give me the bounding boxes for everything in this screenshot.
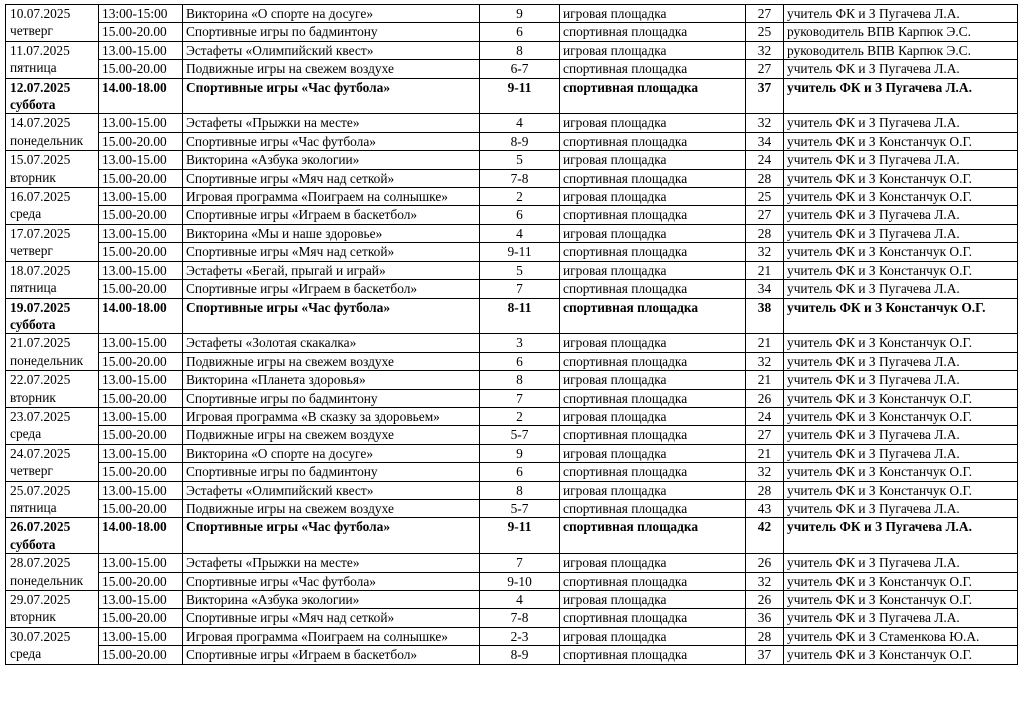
date-cell: [6, 224, 99, 261]
event-cell: Викторина «О спорте на досуге»: [183, 5, 480, 23]
table-row: [6, 389, 1018, 407]
place-cell: спортивная площадка: [560, 499, 746, 517]
count-cell: 21: [746, 371, 784, 389]
table-row: [6, 243, 1018, 261]
weekday-text: вторник: [10, 609, 56, 625]
grade-cell: 7: [480, 389, 560, 407]
event-cell: Спортивные игры «Мяч над сеткой»: [183, 243, 480, 261]
grade-cell: 8-11: [480, 298, 560, 334]
date-text: 22.07.2025: [10, 372, 71, 388]
time-cell: 15.00-20.00: [99, 132, 183, 150]
place-cell: игровая площадка: [560, 627, 746, 645]
table-row: [6, 261, 1018, 279]
grade-cell: 7: [480, 280, 560, 298]
time-cell: 15.00-20.00: [99, 426, 183, 444]
date-text: 29.07.2025: [10, 592, 71, 607]
responsible-cell: учитель ФК и З Пугачева Л.А.: [784, 518, 1018, 554]
event-cell: Подвижные игры на свежем воздухе: [183, 499, 480, 517]
count-cell: 21: [746, 261, 784, 279]
responsible-cell: учитель ФК и З Пугачева Л.А.: [784, 60, 1018, 78]
responsible-cell: учитель ФК и З Констанчук О.Г.: [784, 334, 1018, 352]
responsible-cell: учитель ФК и З Констанчук О.Г.: [784, 646, 1018, 664]
time-cell: 13.00-15.00: [99, 444, 183, 462]
event-cell: Подвижные игры на свежем воздухе: [183, 352, 480, 370]
date-cell: [6, 554, 99, 591]
count-cell: 27: [746, 60, 784, 78]
place-cell: игровая площадка: [560, 407, 746, 425]
date-cell: [6, 188, 99, 225]
time-cell: 15.00-20.00: [99, 280, 183, 298]
date-cell: [6, 114, 99, 151]
table-row: [6, 426, 1018, 444]
event-cell: Эстафеты «Золотая скакалка»: [183, 334, 480, 352]
responsible-cell: учитель ФК и З Пугачева Л.А.: [784, 444, 1018, 462]
table-row: [6, 407, 1018, 425]
grade-cell: 8: [480, 41, 560, 59]
place-cell: спортивная площадка: [560, 572, 746, 590]
event-cell: Спортивные игры по бадминтону: [183, 23, 480, 41]
time-cell: 15.00-20.00: [99, 499, 183, 517]
date-cell: [6, 298, 99, 334]
weekday-text: пятница: [10, 280, 57, 296]
count-cell: 24: [746, 151, 784, 169]
responsible-cell: учитель ФК и З Пугачева Л.А.: [784, 609, 1018, 627]
count-cell: 32: [746, 243, 784, 261]
event-cell: Эстафеты «Олимпийский квест»: [183, 481, 480, 499]
grade-cell: 5-7: [480, 499, 560, 517]
count-cell: 36: [746, 609, 784, 627]
date-cell: [6, 518, 99, 554]
place-cell: спортивная площадка: [560, 646, 746, 664]
responsible-cell: учитель ФК и З Пугачева Л.А.: [784, 371, 1018, 389]
grade-cell: 2: [480, 188, 560, 206]
time-cell: 15.00-20.00: [99, 572, 183, 590]
table-row: [6, 280, 1018, 298]
table-row: [6, 518, 1018, 554]
grade-cell: 9-11: [480, 78, 560, 114]
grade-cell: 7: [480, 554, 560, 572]
grade-cell: 4: [480, 114, 560, 132]
schedule-table: [5, 4, 1018, 665]
place-cell: спортивная площадка: [560, 280, 746, 298]
event-cell: Эстафеты «Бегай, прыгай и играй»: [183, 261, 480, 279]
responsible-cell: учитель ФК и З Пугачева Л.А.: [784, 78, 1018, 114]
date-text: 15.07.2025: [10, 152, 71, 168]
table-row: [6, 78, 1018, 114]
time-cell: 15.00-20.00: [99, 243, 183, 261]
time-cell: 15.00-20.00: [99, 23, 183, 41]
responsible-cell: учитель ФК и З Констанчук О.Г.: [784, 389, 1018, 407]
event-cell: Игровая программа «В сказку за здоровьем»: [183, 407, 480, 425]
table-row: [6, 591, 1018, 609]
time-cell: 13.00-15.00: [99, 334, 183, 352]
time-cell: 13.00-15.00: [99, 407, 183, 425]
event-cell: Викторина «Азбука экологии»: [183, 591, 480, 609]
weekday-text: понедельник: [10, 572, 84, 588]
event-cell: Викторина «Планета здоровья»: [183, 371, 480, 389]
table-row: [6, 132, 1018, 150]
count-cell: 26: [746, 554, 784, 572]
responsible-cell: учитель ФК и З Констанчук О.Г.: [784, 298, 1018, 334]
count-cell: 38: [746, 298, 784, 334]
date-cell: [6, 151, 99, 188]
event-cell: Эстафеты «Олимпийский квест»: [183, 41, 480, 59]
grade-cell: 4: [480, 224, 560, 242]
place-cell: игровая площадка: [560, 444, 746, 462]
time-cell: 15.00-20.00: [99, 60, 183, 78]
date-text: 24.07.2025: [10, 445, 71, 461]
date-text: 25.07.2025: [10, 482, 71, 498]
grade-cell: 9-10: [480, 572, 560, 590]
place-cell: игровая площадка: [560, 371, 746, 389]
count-cell: 42: [746, 518, 784, 554]
time-cell: 13.00-15.00: [99, 481, 183, 499]
place-cell: спортивная площадка: [560, 426, 746, 444]
event-cell: Спортивные игры по бадминтону: [183, 463, 480, 481]
grade-cell: 2: [480, 407, 560, 425]
time-cell: 13.00-15.00: [99, 371, 183, 389]
event-cell: Спортивные игры «Час футбола»: [183, 132, 480, 150]
date-cell: [6, 444, 99, 481]
count-cell: 32: [746, 463, 784, 481]
grade-cell: 9: [480, 5, 560, 23]
count-cell: 27: [746, 206, 784, 224]
grade-cell: 4: [480, 591, 560, 609]
time-cell: 15.00-20.00: [99, 389, 183, 407]
table-row: [6, 114, 1018, 132]
count-cell: 28: [746, 481, 784, 499]
event-cell: Игровая программа «Поиграем на солнышке»: [183, 627, 480, 645]
grade-cell: 8-9: [480, 646, 560, 664]
table-row: [6, 206, 1018, 224]
count-cell: 28: [746, 224, 784, 242]
table-row: [6, 609, 1018, 627]
table-row: [6, 334, 1018, 352]
responsible-cell: учитель ФК и З Констанчук О.Г.: [784, 407, 1018, 425]
count-cell: 27: [746, 426, 784, 444]
table-row: [6, 169, 1018, 187]
count-cell: 32: [746, 41, 784, 59]
date-text: 30.07.2025: [10, 628, 71, 644]
count-cell: 27: [746, 5, 784, 23]
event-cell: Спортивные игры «Час футбола»: [183, 518, 480, 554]
count-cell: 28: [746, 627, 784, 645]
date-cell: [6, 334, 99, 371]
place-cell: игровая площадка: [560, 481, 746, 499]
time-cell: 13.00-15.00: [99, 188, 183, 206]
time-cell: 15.00-20.00: [99, 206, 183, 224]
date-cell: [6, 627, 99, 664]
grade-cell: 3: [480, 334, 560, 352]
place-cell: спортивная площадка: [560, 206, 746, 224]
table-row: [6, 352, 1018, 370]
place-cell: спортивная площадка: [560, 463, 746, 481]
event-cell: Викторина «О спорте на досуге»: [183, 444, 480, 462]
weekday-text: четверг: [10, 23, 53, 39]
responsible-cell: учитель ФК и З Констанчук О.Г.: [784, 591, 1018, 609]
grade-cell: 5: [480, 151, 560, 169]
count-cell: 21: [746, 334, 784, 352]
grade-cell: 9-11: [480, 518, 560, 554]
count-cell: 37: [746, 78, 784, 114]
table-row: [6, 499, 1018, 517]
responsible-cell: руководитель ВПВ Карпюк Э.С.: [784, 41, 1018, 59]
grade-cell: 2-3: [480, 627, 560, 645]
grade-cell: 7-8: [480, 169, 560, 187]
place-cell: игровая площадка: [560, 114, 746, 132]
event-cell: Спортивные игры «Час футбола»: [183, 572, 480, 590]
time-cell: 13.00-15.00: [99, 224, 183, 242]
time-cell: 14.00-18.00: [99, 298, 183, 334]
responsible-cell: руководитель ВПВ Карпюк Э.С.: [784, 23, 1018, 41]
event-cell: Спортивные игры «Играем в баскетбол»: [183, 206, 480, 224]
grade-cell: 9: [480, 444, 560, 462]
table-row: [6, 5, 1018, 23]
date-text: 14.07.2025: [10, 115, 71, 131]
time-cell: 13.00-15.00: [99, 627, 183, 645]
date-text: 11.07.2025: [10, 42, 70, 58]
event-cell: Подвижные игры на свежем воздухе: [183, 426, 480, 444]
responsible-cell: учитель ФК и З Пугачева Л.А.: [784, 352, 1018, 370]
place-cell: игровая площадка: [560, 261, 746, 279]
responsible-cell: учитель ФК и З Констанчук О.Г.: [784, 243, 1018, 261]
date-cell: [6, 407, 99, 444]
date-text: 21.07.2025: [10, 335, 71, 351]
event-cell: Игровая программа «Поиграем на солнышке»: [183, 188, 480, 206]
grade-cell: 6: [480, 23, 560, 41]
table-row: [6, 463, 1018, 481]
table-row: [6, 481, 1018, 499]
grade-cell: 5: [480, 261, 560, 279]
place-cell: игровая площадка: [560, 591, 746, 609]
place-cell: спортивная площадка: [560, 609, 746, 627]
table-row: [6, 224, 1018, 242]
weekday-text: понедельник: [10, 132, 84, 148]
place-cell: игровая площадка: [560, 41, 746, 59]
schedule-body: [6, 5, 1018, 665]
place-cell: спортивная площадка: [560, 78, 746, 114]
place-cell: игровая площадка: [560, 554, 746, 572]
date-text: 28.07.2025: [10, 555, 71, 571]
grade-cell: 9-11: [480, 243, 560, 261]
count-cell: 26: [746, 389, 784, 407]
responsible-cell: учитель ФК и З Пугачева Л.А.: [784, 151, 1018, 169]
date-text: 18.07.2025: [10, 262, 71, 278]
grade-cell: 8: [480, 481, 560, 499]
weekday-text: вторник: [10, 169, 56, 185]
place-cell: спортивная площадка: [560, 298, 746, 334]
count-cell: 34: [746, 280, 784, 298]
weekday-text: пятница: [10, 60, 57, 76]
responsible-cell: учитель ФК и З Пугачева Л.А.: [784, 206, 1018, 224]
weekday-text: среда: [10, 206, 42, 222]
responsible-cell: учитель ФК и З Констанчук О.Г.: [784, 132, 1018, 150]
date-text: 17.07.2025: [10, 225, 71, 241]
grade-cell: 6-7: [480, 60, 560, 78]
weekday-text: суббота: [10, 316, 56, 332]
table-row: [6, 371, 1018, 389]
date-cell: [6, 481, 99, 518]
responsible-cell: учитель ФК и З Пугачева Л.А.: [784, 426, 1018, 444]
grade-cell: 6: [480, 463, 560, 481]
place-cell: спортивная площадка: [560, 169, 746, 187]
table-row: [6, 188, 1018, 206]
time-cell: 13.00-15.00: [99, 591, 183, 609]
time-cell: 13.00-15.00: [99, 41, 183, 59]
table-row: [6, 23, 1018, 41]
count-cell: 32: [746, 572, 784, 590]
event-cell: Викторина «Мы и наше здоровье»: [183, 224, 480, 242]
event-cell: Подвижные игры на свежем воздухе: [183, 60, 480, 78]
place-cell: игровая площадка: [560, 5, 746, 23]
time-cell: 13:00-15:00: [99, 5, 183, 23]
count-cell: 21: [746, 444, 784, 462]
place-cell: игровая площадка: [560, 334, 746, 352]
date-text: 16.07.2025: [10, 189, 71, 205]
responsible-cell: учитель ФК и З Пугачева Л.А.: [784, 224, 1018, 242]
time-cell: 13.00-15.00: [99, 554, 183, 572]
grade-cell: 7-8: [480, 609, 560, 627]
table-row: [6, 60, 1018, 78]
weekday-text: вторник: [10, 389, 56, 405]
responsible-cell: учитель ФК и З Пугачева Л.А.: [784, 114, 1018, 132]
date-text: 19.07.2025: [10, 299, 71, 315]
responsible-cell: учитель ФК и З Пугачева Л.А.: [784, 280, 1018, 298]
time-cell: 15.00-20.00: [99, 609, 183, 627]
event-cell: Спортивные игры «Играем в баскетбол»: [183, 646, 480, 664]
weekday-text: среда: [10, 646, 42, 662]
time-cell: 13.00-15.00: [99, 114, 183, 132]
count-cell: 28: [746, 169, 784, 187]
date-cell: [6, 261, 99, 298]
time-cell: 14.00-18.00: [99, 78, 183, 114]
date-text: 26.07.2025: [10, 519, 71, 535]
responsible-cell: учитель ФК и З Пугачева Л.А.: [784, 5, 1018, 23]
count-cell: 32: [746, 352, 784, 370]
place-cell: игровая площадка: [560, 188, 746, 206]
event-cell: Викторина «Азбука экологии»: [183, 151, 480, 169]
grade-cell: 6: [480, 206, 560, 224]
weekday-text: пятница: [10, 499, 57, 515]
event-cell: Спортивные игры «Мяч над сеткой»: [183, 609, 480, 627]
responsible-cell: учитель ФК и З Констанчук О.Г.: [784, 169, 1018, 187]
table-row: [6, 298, 1018, 334]
event-cell: Спортивные игры по бадминтону: [183, 389, 480, 407]
date-text: 23.07.2025: [10, 408, 71, 424]
grade-cell: 6: [480, 352, 560, 370]
place-cell: спортивная площадка: [560, 352, 746, 370]
responsible-cell: учитель ФК и З Констанчук О.Г.: [784, 463, 1018, 481]
count-cell: 37: [746, 646, 784, 664]
event-cell: Спортивные игры «Мяч над сеткой»: [183, 169, 480, 187]
count-cell: 43: [746, 499, 784, 517]
weekday-text: суббота: [10, 97, 56, 113]
grade-cell: 5-7: [480, 426, 560, 444]
date-cell: [6, 591, 99, 628]
place-cell: игровая площадка: [560, 224, 746, 242]
time-cell: 13.00-15.00: [99, 151, 183, 169]
responsible-cell: учитель ФК и З Констанчук О.Г.: [784, 188, 1018, 206]
responsible-cell: учитель ФК и З Стаменкова Ю.А.: [784, 627, 1018, 645]
table-row: [6, 572, 1018, 590]
event-cell: Эстафеты «Прыжки на месте»: [183, 114, 480, 132]
count-cell: 32: [746, 114, 784, 132]
time-cell: 15.00-20.00: [99, 352, 183, 370]
date-cell: [6, 371, 99, 408]
time-cell: 13.00-15.00: [99, 261, 183, 279]
count-cell: 24: [746, 407, 784, 425]
time-cell: 14.00-18.00: [99, 518, 183, 554]
place-cell: спортивная площадка: [560, 60, 746, 78]
date-text: 12.07.2025: [10, 79, 71, 95]
table-row: [6, 627, 1018, 645]
responsible-cell: учитель ФК и З Пугачева Л.А.: [784, 554, 1018, 572]
event-cell: Спортивные игры «Час футбола»: [183, 78, 480, 114]
weekday-text: среда: [10, 426, 42, 442]
table-row: [6, 41, 1018, 59]
place-cell: спортивная площадка: [560, 389, 746, 407]
place-cell: спортивная площадка: [560, 243, 746, 261]
place-cell: спортивная площадка: [560, 132, 746, 150]
responsible-cell: учитель ФК и З Констанчук О.Г.: [784, 261, 1018, 279]
weekday-text: суббота: [10, 536, 56, 552]
table-row: [6, 444, 1018, 462]
date-cell: [6, 41, 99, 78]
date-cell: [6, 5, 99, 42]
place-cell: спортивная площадка: [560, 23, 746, 41]
weekday-text: четверг: [10, 243, 53, 259]
table-row: [6, 646, 1018, 664]
count-cell: 34: [746, 132, 784, 150]
date-text: 10.07.2025: [10, 6, 71, 21]
place-cell: игровая площадка: [560, 151, 746, 169]
table-row: [6, 554, 1018, 572]
count-cell: 26: [746, 591, 784, 609]
responsible-cell: учитель ФК и З Пугачева Л.А.: [784, 499, 1018, 517]
grade-cell: 8-9: [480, 132, 560, 150]
date-cell: [6, 78, 99, 114]
table-row: [6, 151, 1018, 169]
time-cell: 15.00-20.00: [99, 463, 183, 481]
time-cell: 15.00-20.00: [99, 646, 183, 664]
responsible-cell: учитель ФК и З Констанчук О.Г.: [784, 572, 1018, 590]
event-cell: Эстафеты «Прыжки на месте»: [183, 554, 480, 572]
weekday-text: четверг: [10, 463, 53, 479]
count-cell: 25: [746, 23, 784, 41]
place-cell: спортивная площадка: [560, 518, 746, 554]
grade-cell: 8: [480, 371, 560, 389]
event-cell: Спортивные игры «Час футбола»: [183, 298, 480, 334]
count-cell: 25: [746, 188, 784, 206]
weekday-text: понедельник: [10, 352, 84, 368]
responsible-cell: учитель ФК и З Констанчук О.Г.: [784, 481, 1018, 499]
event-cell: Спортивные игры «Играем в баскетбол»: [183, 280, 480, 298]
time-cell: 15.00-20.00: [99, 169, 183, 187]
